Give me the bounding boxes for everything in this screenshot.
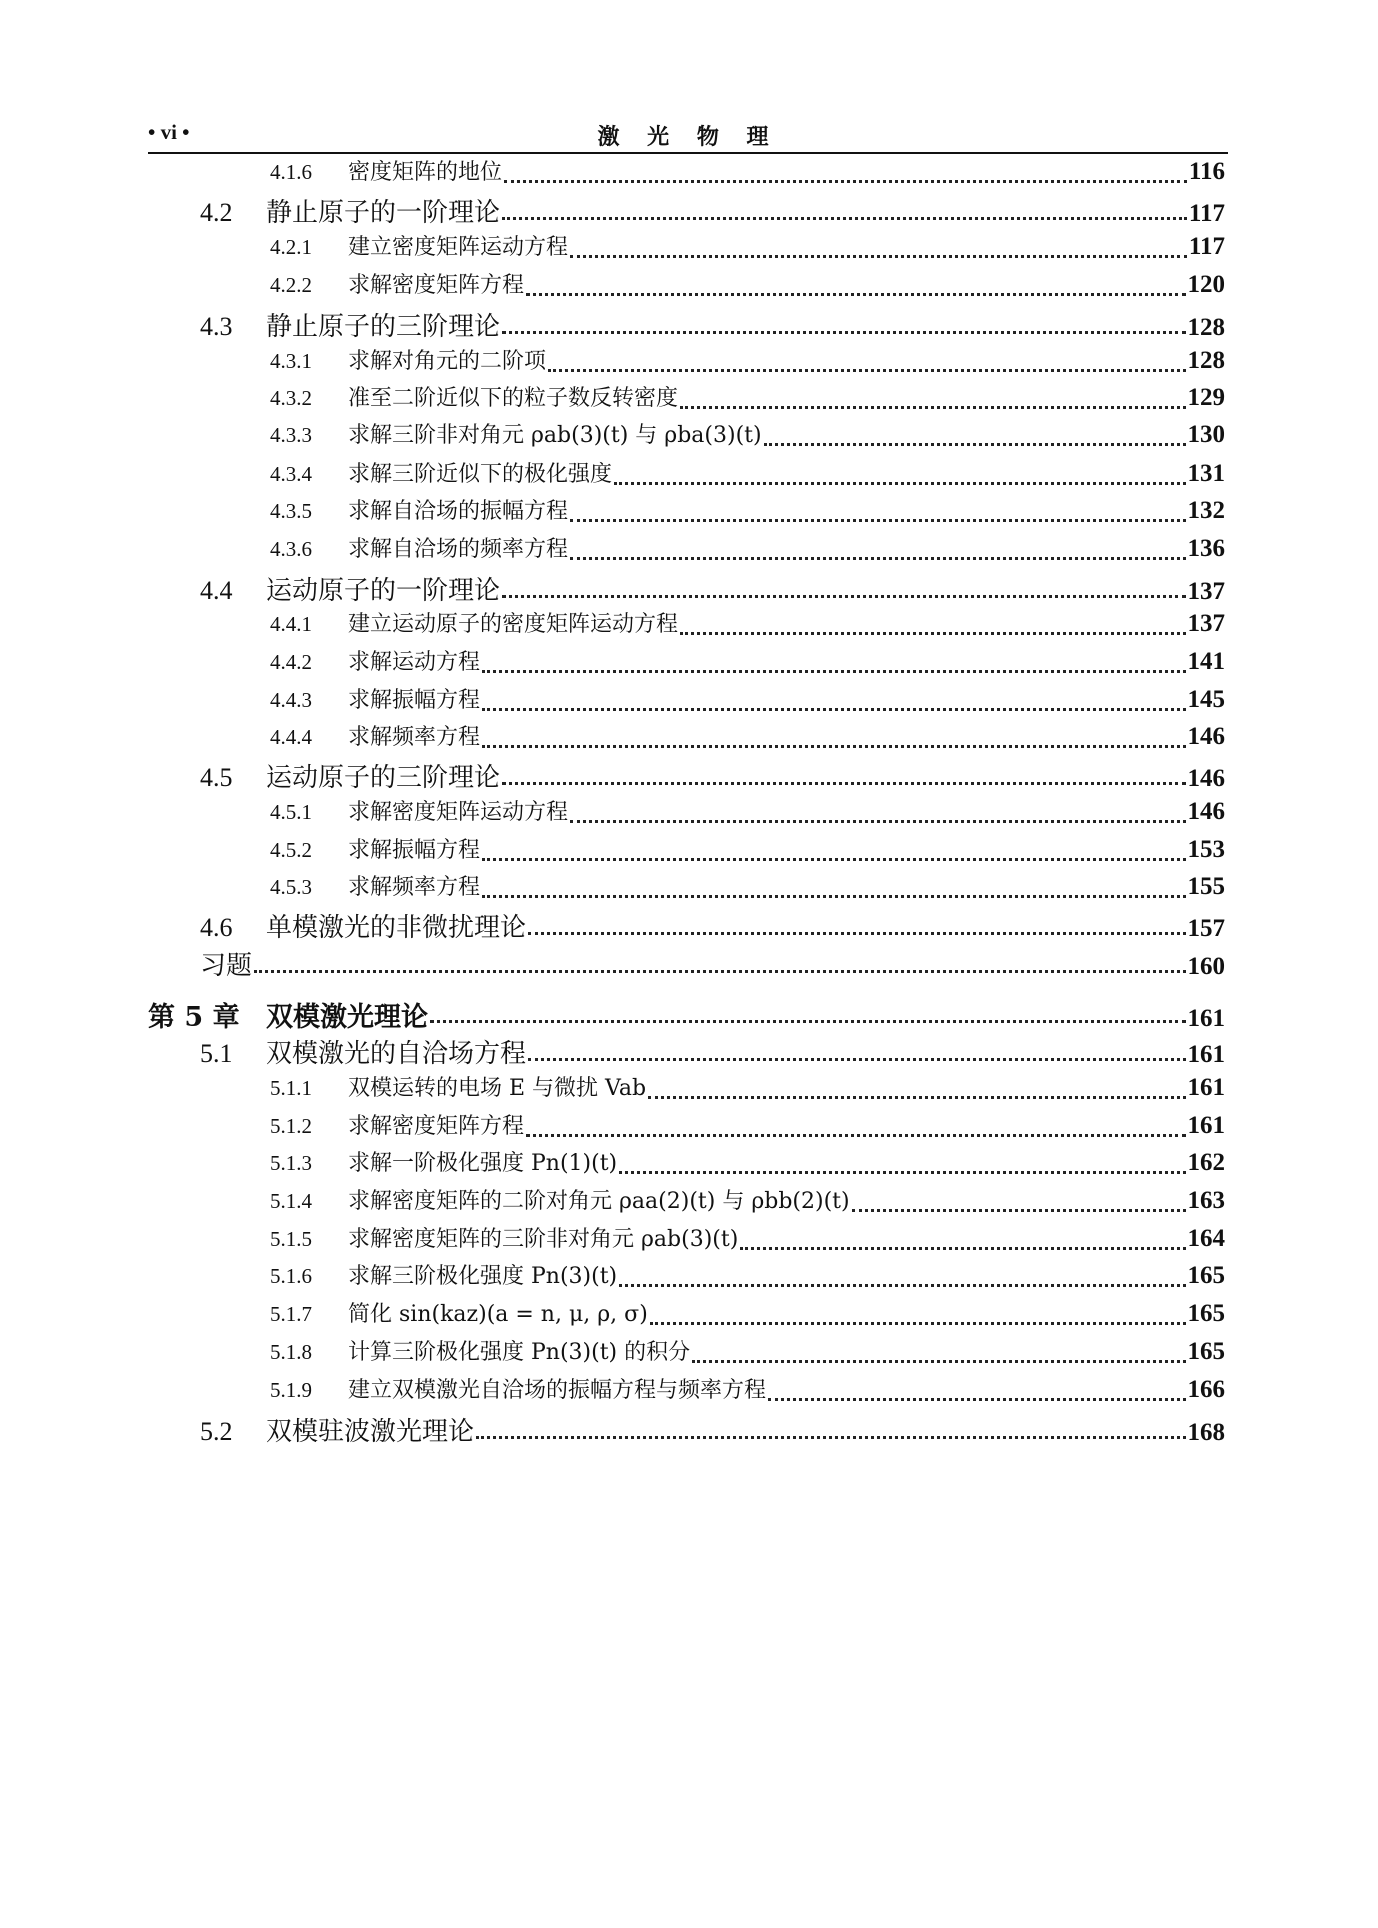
toc-entry-title: 求解三阶极化强度 Pn(3)(t) [348, 1264, 618, 1289]
toc-entry-page: 163 [1187, 1187, 1225, 1214]
toc-entry-page: 116 [1188, 158, 1225, 185]
toc-entry-title: 单模激光的非微扰理论 [266, 913, 527, 943]
toc-entry-page: 161 [1187, 1041, 1225, 1068]
toc-entry-number: 5.1.8 [270, 1340, 312, 1364]
toc-entry-title: 求解密度矩阵的二阶对角元 ρaa(2)(t) 与 ρbb(2)(t) [348, 1189, 850, 1214]
toc-entry-number: 4.2.2 [270, 273, 312, 297]
toc-entry [270, 1373, 1225, 1413]
toc-entry-title: 静止原子的三阶理论 [266, 312, 501, 342]
toc-entry-number: 5.1.9 [270, 1378, 312, 1402]
toc-entry-number: 4.4.1 [270, 612, 312, 636]
page-folio: • vi • [148, 120, 190, 144]
toc-entry [200, 192, 1225, 232]
toc-entry-page: 141 [1187, 648, 1225, 675]
dot-leader [476, 1435, 1185, 1439]
toc-entry-title: 密度矩阵的地位 [348, 160, 503, 185]
toc-entry-title: 求解密度矩阵方程 [348, 1114, 525, 1139]
toc-entry-number: 4.4.4 [270, 725, 312, 749]
toc-entry-number: 4.5 [200, 763, 233, 792]
toc-entry [270, 494, 1225, 534]
toc-entry-number: 4.1.6 [270, 160, 312, 184]
toc-entry-page: 117 [1188, 233, 1225, 260]
dot-leader [768, 1397, 1185, 1401]
dot-leader [764, 442, 1186, 446]
toc-entry-title: 建立双模激光自洽场的振幅方程与频率方程 [348, 1378, 767, 1403]
dot-leader [570, 819, 1185, 823]
toc-entry-page: 136 [1187, 535, 1225, 562]
dot-leader [526, 1133, 1185, 1137]
dot-leader [502, 594, 1185, 598]
dot-leader [570, 518, 1185, 522]
toc-entry-number: 5.1.1 [270, 1076, 312, 1100]
toc-entry [270, 155, 1225, 195]
toc-entry [200, 757, 1225, 797]
toc-entry-number: 4.5.3 [270, 875, 312, 899]
toc-entry-title: 求解频率方程 [348, 875, 481, 900]
toc-entry [200, 1033, 1225, 1073]
dot-leader [692, 1359, 1185, 1363]
toc-entry [270, 1184, 1225, 1224]
toc-entry-page: 161 [1187, 1005, 1225, 1032]
toc-entry [270, 344, 1225, 384]
toc-entry-title: 双模激光的自洽场方程 [266, 1039, 527, 1069]
dot-leader [526, 292, 1185, 296]
toc-entry-title: 求解自洽场的频率方程 [348, 537, 569, 562]
toc-entry [270, 833, 1225, 873]
dot-leader [570, 254, 1187, 258]
dot-leader [504, 179, 1187, 183]
toc-entry-number: 4.2.1 [270, 235, 312, 259]
dot-leader [680, 631, 1185, 635]
dot-leader [430, 1019, 1186, 1023]
toc-entry-title: 运动原子的三阶理论 [266, 763, 501, 793]
toc-entry [200, 570, 1225, 610]
toc-entry-title: 求解运动方程 [348, 650, 481, 675]
dot-leader [482, 857, 1185, 861]
toc-entry-number: 4.4.3 [270, 688, 312, 712]
toc-entry [270, 1335, 1225, 1375]
toc-entry [270, 683, 1225, 723]
toc-entry [270, 457, 1225, 497]
toc-entry-number: 4.5.1 [270, 800, 312, 824]
toc-entry [270, 230, 1225, 270]
toc-entry [270, 1071, 1225, 1111]
toc-entry-title: 静止原子的一阶理论 [266, 198, 501, 228]
dot-leader [482, 707, 1185, 711]
toc-entry-number: 4.3.4 [270, 462, 312, 486]
toc-entry [270, 381, 1225, 421]
dot-leader [502, 781, 1185, 785]
toc-entry-title: 建立运动原子的密度矩阵运动方程 [348, 612, 679, 637]
toc-entry-page: 137 [1187, 610, 1225, 637]
toc-entry-number: 4.3.2 [270, 386, 312, 410]
toc-entry [270, 645, 1225, 685]
toc-entry [270, 532, 1225, 572]
toc-entry-page: 168 [1187, 1419, 1225, 1446]
toc-entry [270, 870, 1225, 910]
toc-entry-title: 双模运转的电场 E 与微扰 Vab [348, 1076, 647, 1101]
toc-entry-title: 求解自洽场的振幅方程 [348, 499, 569, 524]
toc-entry-page: 166 [1187, 1376, 1225, 1403]
toc-entry-title: 建立密度矩阵运动方程 [348, 235, 569, 260]
dot-leader [619, 1170, 1185, 1174]
dot-leader [852, 1208, 1186, 1212]
toc-entry-number: 4.3.6 [270, 537, 312, 561]
toc-entry-page: 162 [1187, 1149, 1225, 1176]
toc-entry-title: 简化 sin(kaz)(a = n, μ, ρ, σ) [348, 1302, 648, 1327]
toc-entry-title: 计算三阶极化强度 Pn(3)(t) 的积分 [348, 1340, 691, 1365]
dot-leader [619, 1283, 1185, 1287]
running-title: 激 光 物 理 [597, 124, 779, 150]
toc-entry-page: 160 [1187, 953, 1225, 980]
toc-entry-number: 4.3.3 [270, 423, 312, 447]
toc-entry-page: 165 [1187, 1338, 1225, 1365]
toc-entry [200, 907, 1225, 947]
toc-entry-page: 146 [1187, 765, 1225, 792]
dot-leader [482, 894, 1185, 898]
toc-entry-page: 129 [1187, 384, 1225, 411]
toc-entry-number: 4.3 [200, 312, 233, 341]
toc-entry [270, 607, 1225, 647]
toc-entry [200, 945, 1225, 985]
toc-entry-page: 137 [1187, 578, 1225, 605]
toc-entry-page: 128 [1187, 314, 1225, 341]
toc-entry-title: 求解振幅方程 [348, 838, 481, 863]
dot-leader [614, 481, 1185, 485]
toc-entry-page: 161 [1187, 1112, 1225, 1139]
toc-entry-title: 求解密度矩阵方程 [348, 273, 525, 298]
dot-leader [254, 969, 1185, 973]
toc-entry-number: 4.4.2 [270, 650, 312, 674]
toc-entry-title: 求解密度矩阵运动方程 [348, 800, 569, 825]
toc-entry-page: 161 [1187, 1074, 1225, 1101]
toc-entry-number: 5.1.6 [270, 1264, 312, 1288]
dot-leader [502, 216, 1187, 220]
dot-leader [482, 744, 1185, 748]
toc-entry [270, 1109, 1225, 1149]
toc-entry-number: 5.1.5 [270, 1227, 312, 1251]
dot-leader [502, 330, 1185, 334]
toc-entry-page: 145 [1187, 686, 1225, 713]
toc-entry-title: 求解密度矩阵的三阶非对角元 ρab(3)(t) [348, 1227, 739, 1252]
toc-entry-number: 5.1.2 [270, 1114, 312, 1138]
toc-entry-title: 求解一阶极化强度 Pn(1)(t) [348, 1151, 618, 1176]
toc-entry-title: 双模激光理论 [266, 1002, 428, 1033]
toc-entry [200, 306, 1225, 346]
toc-entry-number: 4.6 [200, 913, 233, 942]
toc-entry-page: 165 [1187, 1262, 1225, 1289]
toc-entry-page: 165 [1187, 1300, 1225, 1327]
dot-leader [482, 669, 1185, 673]
toc-entry-page: 117 [1188, 200, 1225, 227]
toc-entry-title: 习题 [200, 951, 253, 981]
toc-entry [270, 1146, 1225, 1186]
toc-entry [270, 720, 1225, 760]
toc-entry-page: 120 [1187, 271, 1225, 298]
toc-entry-number: 4.5.2 [270, 838, 312, 862]
toc-entry [270, 1222, 1225, 1262]
toc-entry-title: 准至二阶近似下的粒子数反转密度 [348, 386, 679, 411]
toc-entry-page: 164 [1187, 1225, 1225, 1252]
toc-entry-number: 第 5 章 [148, 1002, 240, 1033]
dot-leader [680, 405, 1185, 409]
toc-entry-number: 5.2 [200, 1417, 233, 1446]
dot-leader [570, 556, 1185, 560]
toc-entry-number: 5.1.4 [270, 1189, 312, 1213]
toc-entry [270, 268, 1225, 308]
toc-entry-page: 130 [1187, 421, 1225, 448]
toc-entry-page: 132 [1187, 497, 1225, 524]
dot-leader [528, 931, 1185, 935]
toc-entry [270, 418, 1225, 458]
toc-entry-number: 4.4 [200, 576, 233, 605]
toc-entry-title: 求解振幅方程 [348, 688, 481, 713]
toc-entry [200, 1411, 1225, 1451]
toc-entry-title: 双模驻波激光理论 [266, 1417, 475, 1447]
toc-entry-number: 4.3.5 [270, 499, 312, 523]
dot-leader [528, 1057, 1185, 1061]
toc-entry [148, 995, 1225, 1035]
toc-entry-number: 4.2 [200, 198, 233, 227]
dot-leader [548, 368, 1185, 372]
toc-entry-number: 5.1.3 [270, 1151, 312, 1175]
toc-entry-page: 155 [1187, 873, 1225, 900]
toc-entry-page: 131 [1187, 460, 1225, 487]
toc-entry [270, 795, 1225, 835]
dot-leader [648, 1095, 1185, 1099]
toc-entry [270, 1297, 1225, 1337]
toc-entry-page: 146 [1187, 798, 1225, 825]
toc-entry-page: 157 [1187, 915, 1225, 942]
toc-entry [270, 1259, 1225, 1299]
toc-entry-number: 4.3.1 [270, 349, 312, 373]
toc-entry-page: 128 [1187, 347, 1225, 374]
toc-entry-title: 求解三阶非对角元 ρab(3)(t) 与 ρba(3)(t) [348, 423, 762, 448]
toc-entry-page: 153 [1187, 836, 1225, 863]
toc-entry-title: 运动原子的一阶理论 [266, 576, 501, 606]
toc-entry-title: 求解三阶近似下的极化强度 [348, 462, 613, 487]
toc-entry-title: 求解频率方程 [348, 725, 481, 750]
toc-entry-title: 求解对角元的二阶项 [348, 349, 547, 374]
dot-leader [740, 1246, 1185, 1250]
toc-entry-number: 5.1.7 [270, 1302, 312, 1326]
toc-entry-page: 146 [1187, 723, 1225, 750]
toc-entry-number: 5.1 [200, 1039, 233, 1068]
dot-leader [650, 1321, 1186, 1325]
